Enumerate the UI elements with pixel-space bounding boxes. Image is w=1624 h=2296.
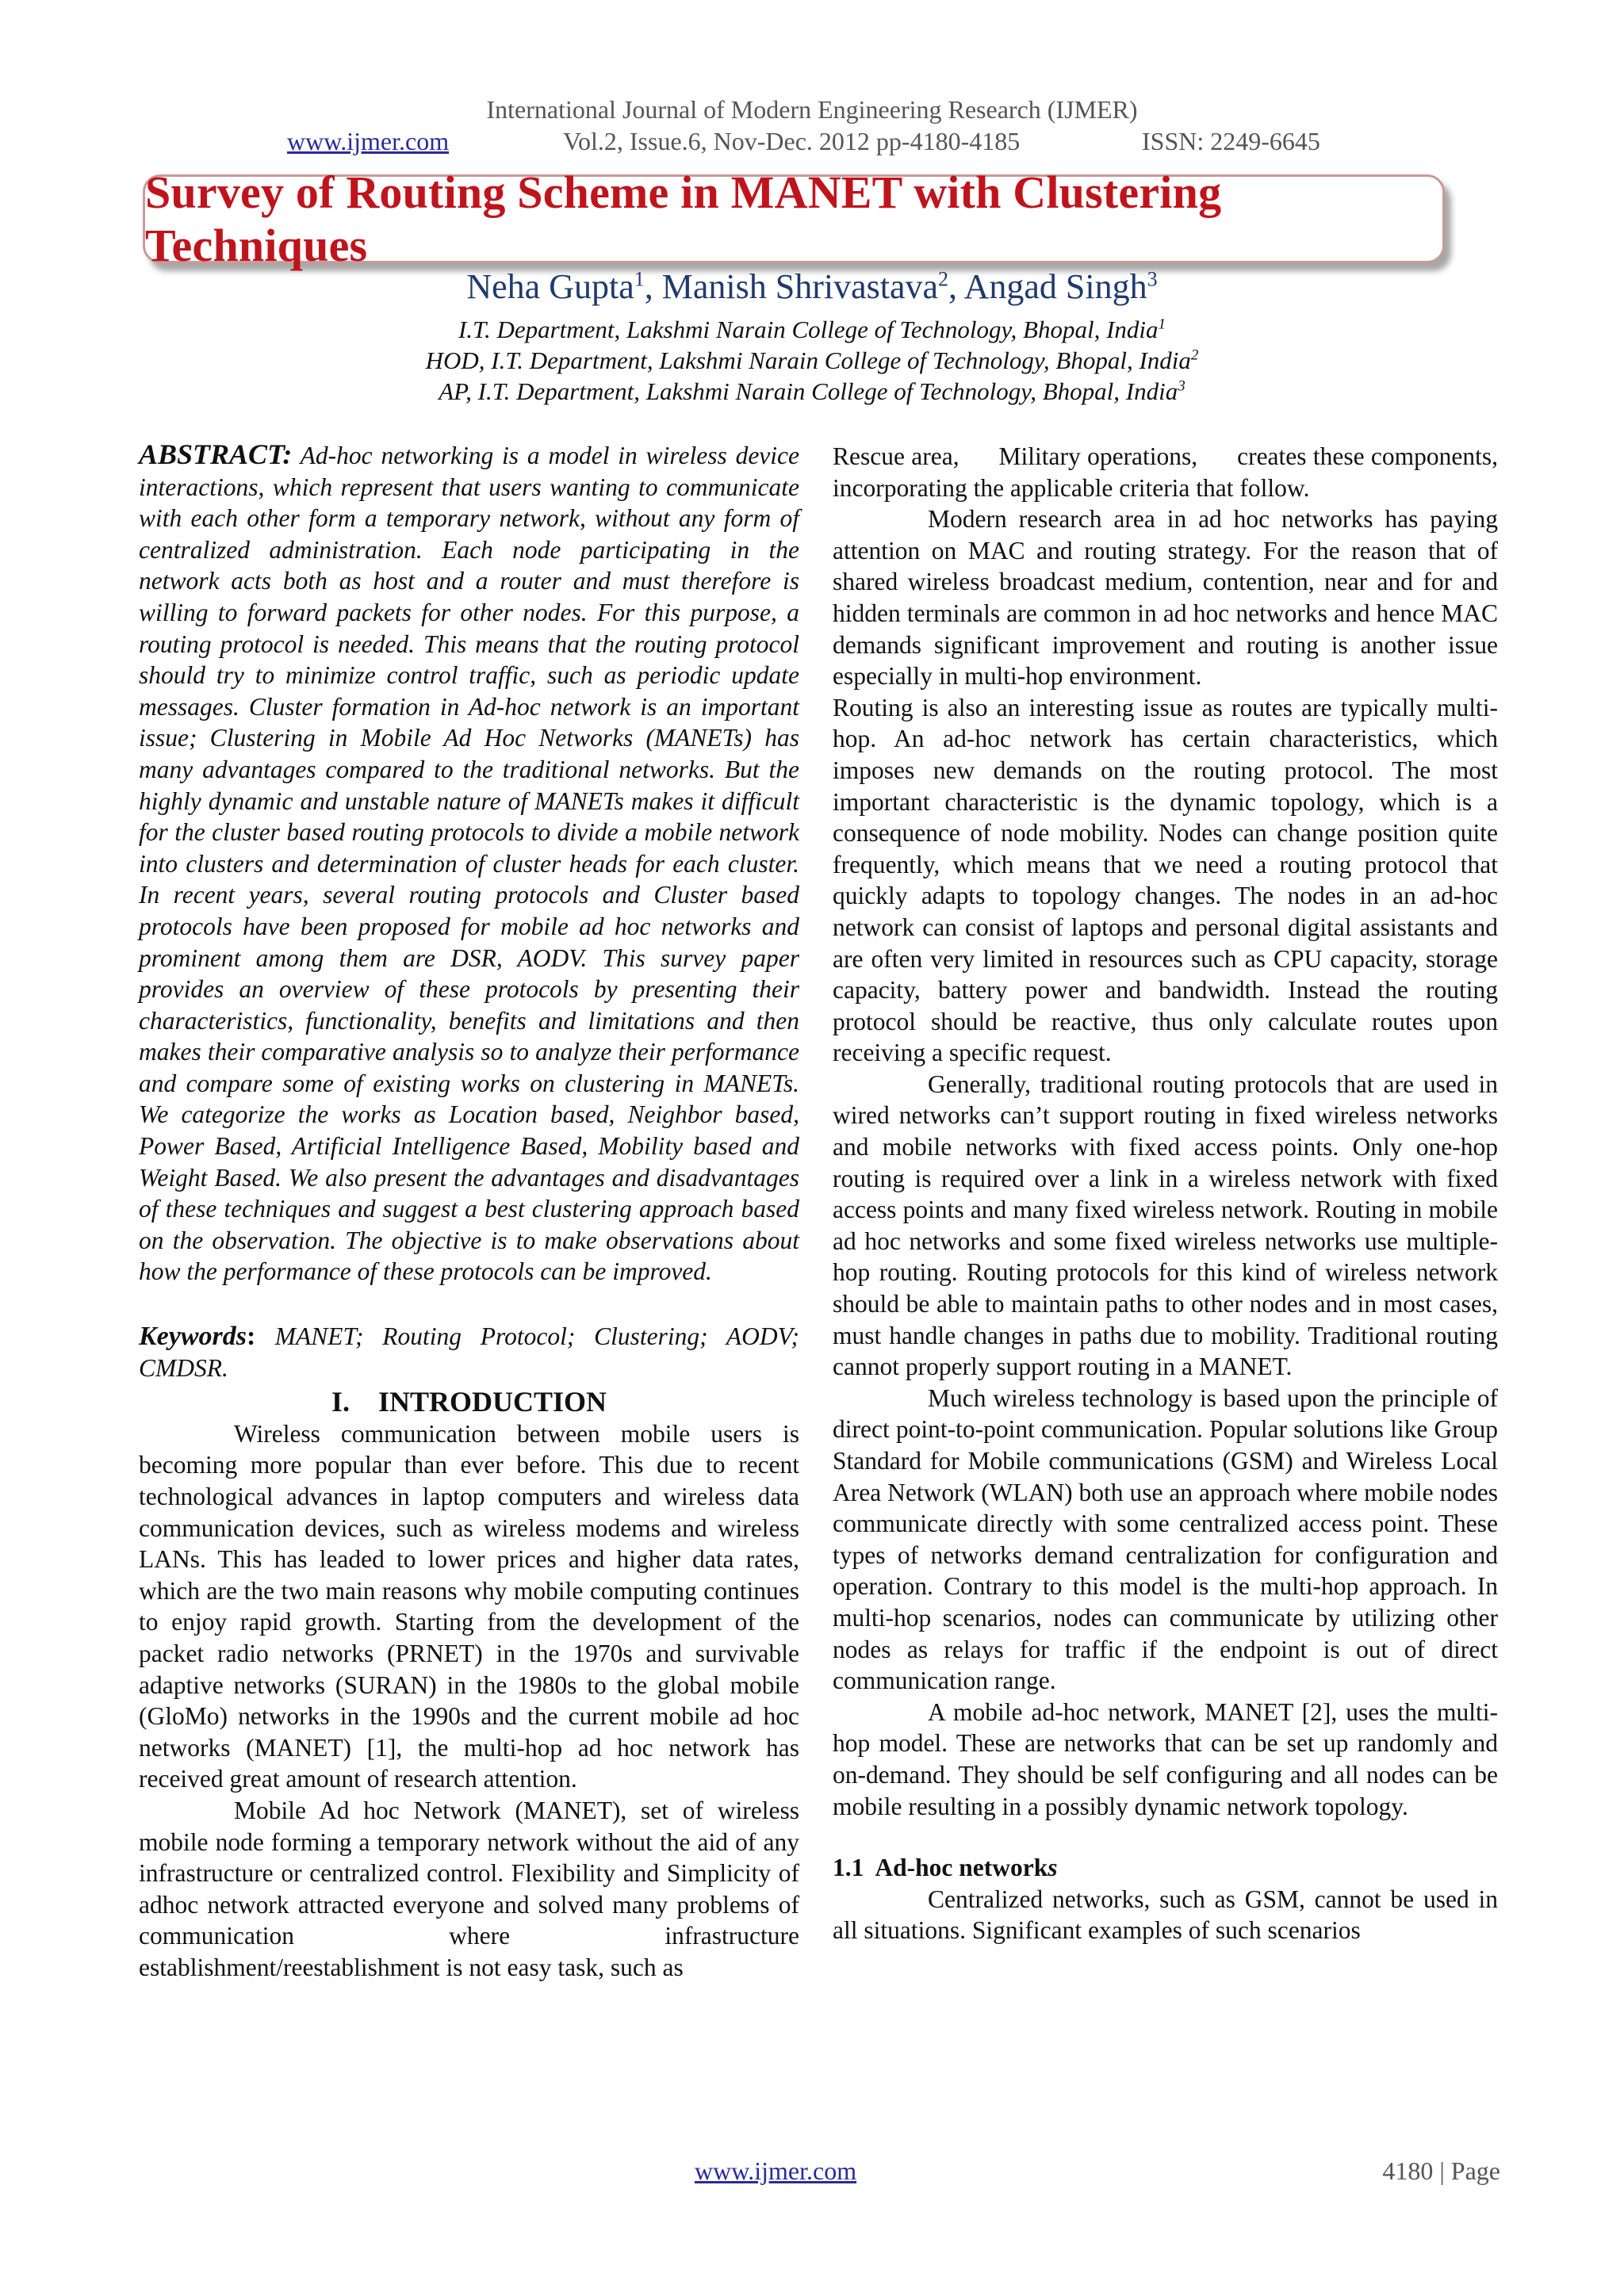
footer-website-link[interactable]: www.ijmer.com (695, 2156, 857, 2185)
section-heading-introduction: I. INTRODUCTION (331, 1386, 607, 1418)
subsection-heading-text: 1.1 Ad-hoc network (833, 1854, 1048, 1882)
right-paragraph-6: Centralized networks, such as GSM, cannot be used in all situations. Significant examples of such scenarios (833, 1885, 1498, 1945)
page-number: 4180 | Page (1382, 2156, 1500, 2185)
affiliation-1-sup: 1 (1158, 316, 1166, 333)
affiliation-2-text: HOD, I.T. Department, Lakshmi Narain College of Technology, Bhopal, India (425, 346, 1191, 374)
subsection-heading-tail: s (1048, 1854, 1058, 1882)
paper-title: Survey of Routing Scheme in MANET with Clustering Techniques (145, 166, 1222, 271)
right-column (833, 441, 1504, 1946)
subsection-heading (833, 1852, 1498, 1884)
footer (0, 2156, 1624, 2191)
authors (0, 266, 1624, 307)
affiliation-1-text: I.T. Department, Lakshmi Narain College of Technology, Bhopal, India (458, 316, 1159, 343)
affiliation-3-sup: 3 (1178, 377, 1185, 395)
title-box (143, 166, 1445, 271)
keywords-label: Keywords (139, 1322, 247, 1352)
author-3-sup: 3 (1147, 267, 1158, 291)
intro-paragraph-1: Wireless communication between mobile users is becoming more popular than ever before. This due to recent technological advances in laptop computers and wireless data communication devices, such as wireless modems and wireless LANs. This has leaded to lower prices and higher data rates, which are the two main reasons why mobile computing continues to enjoy rapid growth. Starting from the development of the packet radio networks (PRNET) in the 1970s and survivable adaptive networks (SURAN) in the 1980s to the global mobile (GloMo) networks in the 1990s and the current mobile ad hoc networks (MANET) [1], the multi-hop ad hoc network has received great amount of research attention. (139, 1419, 799, 1793)
issn: ISSN: 2249-6645 (1142, 127, 1320, 155)
author-2: Manish Shrivastava (661, 267, 939, 306)
journal-meta (0, 127, 1624, 160)
keywords (139, 1321, 799, 1383)
right-paragraph-4: Much wireless technology is based upon the principle of direct point-to-point communication. Popular solutions like Group Standard for Mobile communications (GSM) and Wireless Local Area Network (WLAN) both use an approach where mobile nodes communicate directly with some centralized access point. These types of networks demand centralization for configuration and operation. Contrary to this model is the multi-hop approach. In multi-hop scenarios, nodes can communicate by utilizing other nodes as relays for traffic if the endpoint is out of direct communication range. (833, 1383, 1498, 1695)
author-2-sup: 2 (938, 267, 949, 291)
right-paragraph-0: Rescue area, Military operations, creates these components, incorporating the applicable criteria that follow. (833, 442, 1504, 502)
abstract (139, 439, 799, 1288)
author-3: Angad Singh (963, 267, 1147, 306)
keywords-text: MANET; Routing Protocol; Clustering; AODV; CMDSR. (139, 1322, 799, 1382)
keywords-colon: : (247, 1322, 275, 1352)
author-1-sup: 1 (634, 267, 645, 291)
left-column (139, 439, 799, 1984)
author-1: Neha Gupta (466, 267, 634, 306)
right-paragraph-3: Generally, traditional routing protocols that are used in wired networks can’t support routing in fixed wireless networks and mobile networks with fixed access points. Only one-hop routing is required over a link in a wireless network with fixed access points and many fixed wireless network. Routing in mobile ad hoc networks and some fixed wireless networks use multiple-hop routing. Routing protocols for this kind of wireless network should be able to maintain paths to other nodes and in most cases, must handle changes in paths due to mobility. Traditional routing cannot properly support routing in a MANET. (833, 1070, 1498, 1381)
right-paragraph-2: Routing is also an interesting issue as routes are typically multi-hop. An ad-hoc network has certain characteristics, which imposes new demands on the routing protocol. The most important characteristic is the dynamic topology, which is a consequence of node mobility. Nodes can change position quite frequently, which means that we need a routing protocol that quickly adapts to topology changes. The nodes in an ad-hoc network can consist of laptops and personal digital assistants and are often very limited in resources such as CPU capacity, storage capacity, battery power and bandwidth. Instead the routing protocol should be reactive, thus only calculate routes upon receiving a specific request. (833, 693, 1498, 1067)
right-paragraph-1: Modern research area in ad hoc networks has paying attention on MAC and routing strategy. For the reason that of shared wireless broadcast medium, contention, near and for and hidden terminals are common in ad hoc networks and hence MAC demands significant improvement and routing is another issue especially in multi-hop environment. (833, 505, 1498, 691)
intro-paragraph-2: Mobile Ad hoc Network (MANET), set of wireless mobile node forming a temporary network without the aid of any infrastructure or centralized control. Flexibility and Simplicity of adhoc network attracted everyone and solved many problems of communication where infrastructure establishment/reestablishment is not easy task, such as (139, 1796, 799, 1981)
journal-website-link[interactable]: www.ijmer.com (287, 127, 450, 155)
abstract-label: ABSTRACT: (139, 438, 293, 470)
volume-info: Vol.2, Issue.6, Nov-Dec. 2012 pp-4180-4185 (563, 127, 1021, 155)
affiliation-3 (0, 377, 1624, 406)
affiliation-3-text: AP, I.T. Department, Lakshmi Narain College of Technology, Bhopal, India (439, 377, 1178, 405)
affiliation-2-sup: 2 (1190, 346, 1199, 364)
journal-name: International Journal of Modern Engineering Research (IJMER) (486, 95, 1138, 124)
affiliation-1 (0, 316, 1624, 344)
abstract-text: Ad-hoc networking is a model in wireless device interactions, which represent that users wanting to communicate with each other form a temporary network, without any form of centralized administration. Each node participating in the network acts both as host and a router and must therefore is willing to forward packets for other nodes. For this purpose, a routing protocol is needed. This means that the routing protocol should try to minimize control traffic, such as periodic update messages. Cluster formation in Ad-hoc network is an important issue; Clustering in Mobile Ad Hoc Networks (MANETs) has many advantages compared to the traditional networks. But the highly dynamic and unstable nature of MANETs makes it difficult for the cluster based routing protocols to divide a mobile network into clusters and determination of cluster heads for each cluster. In recent years, several routing protocols and Cluster based protocols have been proposed for mobile ad hoc networks and prominent among them are DSR, AODV. This survey paper provides an overview of these protocols by presenting their characteristics, functionality, benefits and limitations and then makes their comparative analysis so to analyze their performance and compare some of existing works on clustering in MANETs. We categorize the works as Location based, Neighbor based, Power Based, Artificial Intelligence Based, Mobility based and Weight Based. We also present the advantages and disadvantages of these techniques and suggest a best clustering approach based on the observation. The objective is to make observations about how the performance of these protocols can be improved. (139, 442, 799, 1286)
author-separator: , (948, 267, 964, 306)
right-paragraph-5: A mobile ad-hoc network, MANET [2], uses the multi-hop model. These are networks that can be set up randomly and on-demand. They should be self configuring and all nodes can be mobile resulting in a possibly dynamic network topology. (833, 1697, 1498, 1820)
author-separator: , (644, 267, 662, 306)
affiliation-2 (0, 346, 1624, 375)
